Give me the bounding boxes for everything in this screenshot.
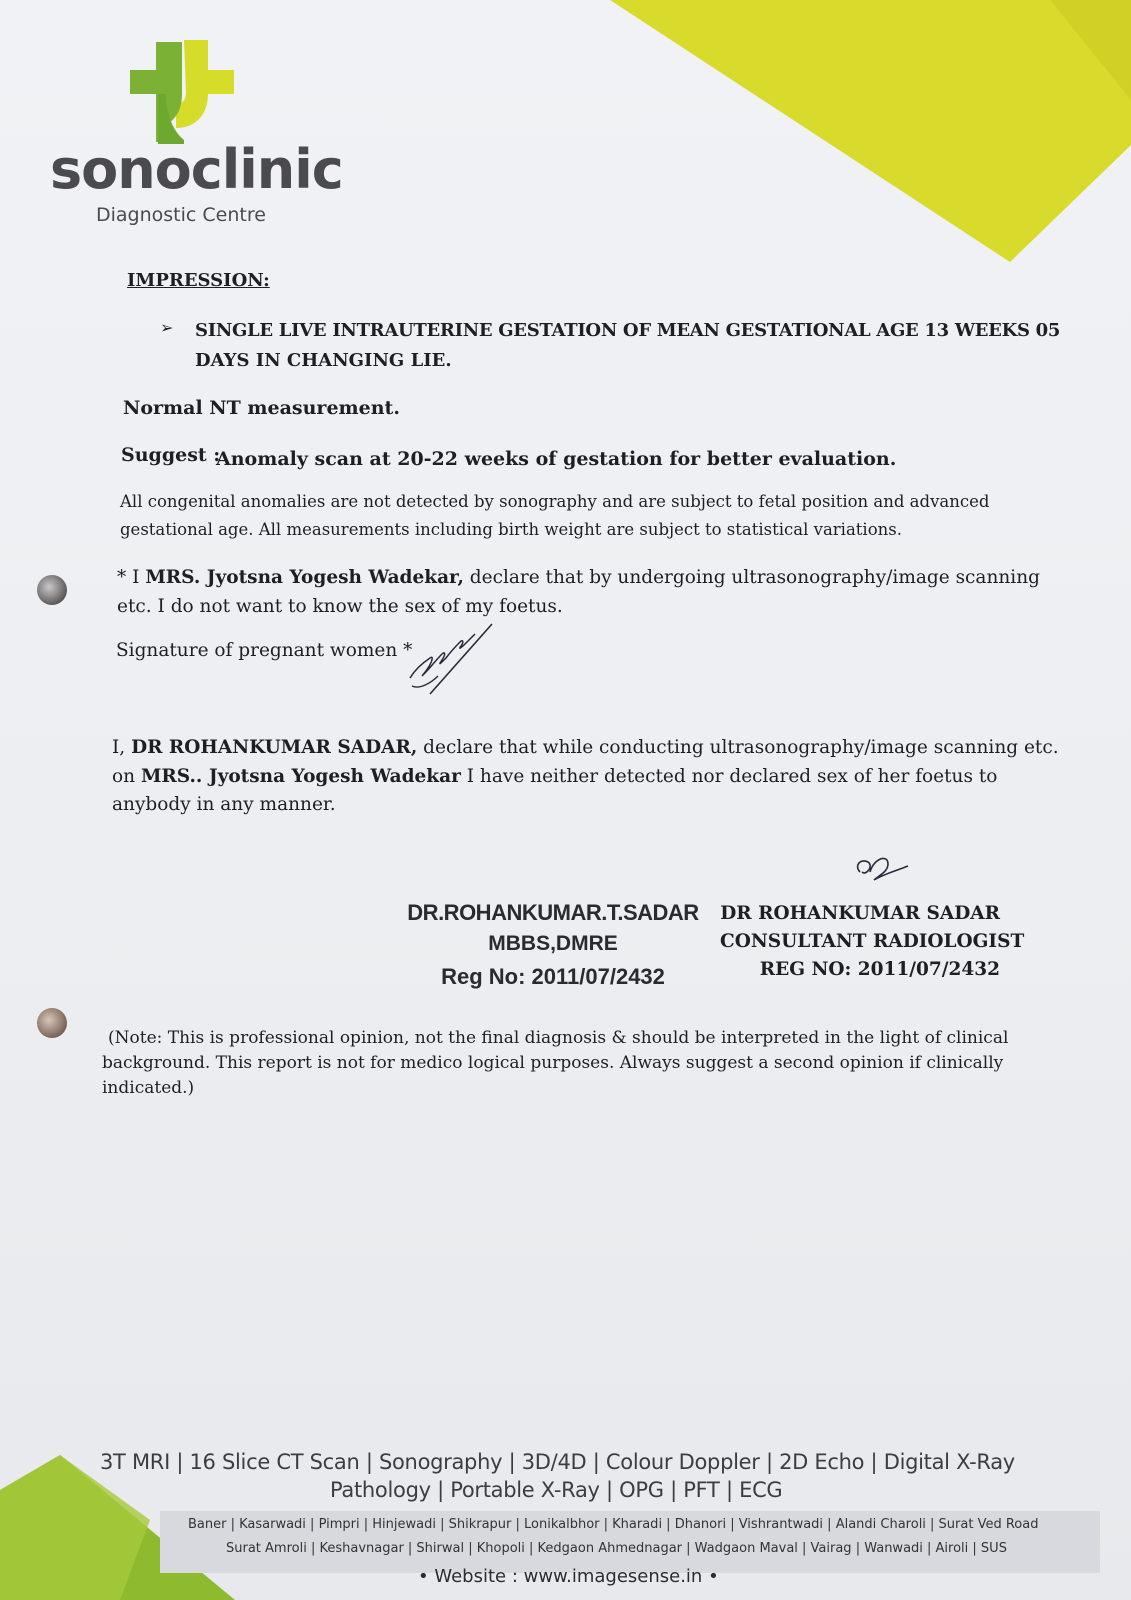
nt-measurement: Normal NT measurement.: [123, 397, 400, 419]
doctor-declaration-line-3: anybody in any manner.: [112, 794, 336, 815]
note-line-1: (Note: This is professional opinion, not the final diagnosis & should be interpreted in the light of clinical: [108, 1028, 1009, 1048]
signatory-name: DR ROHANKUMAR SADAR: [720, 903, 1000, 924]
patient-declaration-line-2: etc. I do not want to know the sex of my foetus.: [117, 596, 563, 617]
note-line-2: background. This report is not for medico logical purposes. Always suggest a second opinion if clinically: [102, 1053, 1004, 1073]
impression-heading: IMPRESSION:: [127, 270, 270, 291]
impression-line-1: SINGLE LIVE INTRAUTERINE GESTATION OF MEAN GESTATIONAL AGE 13 WEEKS 05: [195, 320, 1061, 341]
services-line-1: 3T MRI | 16 Slice CT Scan | Sonography | 3D/4D | Colour Doppler | 2D Echo | Digital X-Ray: [100, 1450, 1015, 1474]
suggest-label: Suggest :: [121, 444, 221, 466]
branches-line-1: Baner | Kasarwadi | Pimpri | Hinjewadi | Shikrapur | Lonikalbhor | Kharadi | Dhanori | Vishrantwadi | Alandi Charoli | Surat Ved Road: [188, 1517, 1039, 1532]
branches-band: [160, 1511, 1100, 1573]
disclaimer-line-1: All congenital anomalies are not detected by sonography and are subject to fetal position and advanced: [120, 492, 990, 511]
clinic-name: sonoclinic: [50, 138, 343, 201]
impression-line-2: DAYS IN CHANGING LIE.: [195, 350, 452, 371]
stamp-reg: Reg No: 2011/07/2432: [441, 964, 665, 989]
signatory-reg: REG NO: 2011/07/2432: [759, 959, 1000, 980]
doctor-stamp: [398, 900, 708, 990]
arrow-bullet-icon: ➢: [160, 318, 174, 337]
website-link[interactable]: • Website : www.imagesense.in •: [418, 1566, 719, 1587]
disclaimer-line-2: gestational age. All measurements including birth weight are subject to statistical variations.: [120, 520, 902, 539]
note-line-3: indicated.): [102, 1078, 195, 1098]
signatory-title: CONSULTANT RADIOLOGIST: [720, 931, 1025, 952]
doctor-declaration-line-2: on MRS.. Jyotsna Yogesh Wadekar I have neither detected nor declared sex of her foetus to: [112, 766, 998, 787]
punch-hole: [37, 1008, 67, 1038]
signature-label: Signature of pregnant women *: [116, 640, 413, 661]
branches-line-2: Surat Amroli | Keshavnagar | Shirwal | Khopoli | Kedgaon Ahmednagar | Wadgaon Maval | Vairag | Wanwadi | Airoli | SUS: [226, 1541, 1007, 1556]
doctor-signature: [850, 848, 920, 894]
services-line-2: Pathology | Portable X-Ray | OPG | PFT | ECG: [330, 1478, 783, 1502]
patient-name-repeat: MRS.. Jyotsna Yogesh Wadekar: [140, 766, 461, 787]
doctor-name: DR ROHANKUMAR SADAR,: [131, 737, 418, 758]
patient-signature: [400, 620, 510, 700]
stamp-degrees: MBBS,DMRE: [488, 932, 618, 955]
punch-hole: [37, 575, 67, 605]
stamp-name: DR.ROHANKUMAR.T.SADAR: [407, 900, 699, 925]
clinic-subtitle: Diagnostic Centre: [96, 204, 266, 226]
suggest-text: Anomaly scan at 20-22 weeks of gestation for better evaluation.: [216, 448, 897, 470]
patient-name: MRS. Jyotsna Yogesh Wadekar,: [145, 567, 464, 588]
medical-cross-logo-icon: [126, 38, 238, 144]
patient-declaration-line-1: * I MRS. Jyotsna Yogesh Wadekar, declare that by undergoing ultrasonography/image scanning: [117, 567, 1040, 588]
doctor-declaration-line-1: I, DR ROHANKUMAR SADAR, declare that while conducting ultrasonography/image scanning etc.: [112, 737, 1059, 758]
signatory-block: [720, 900, 1025, 984]
